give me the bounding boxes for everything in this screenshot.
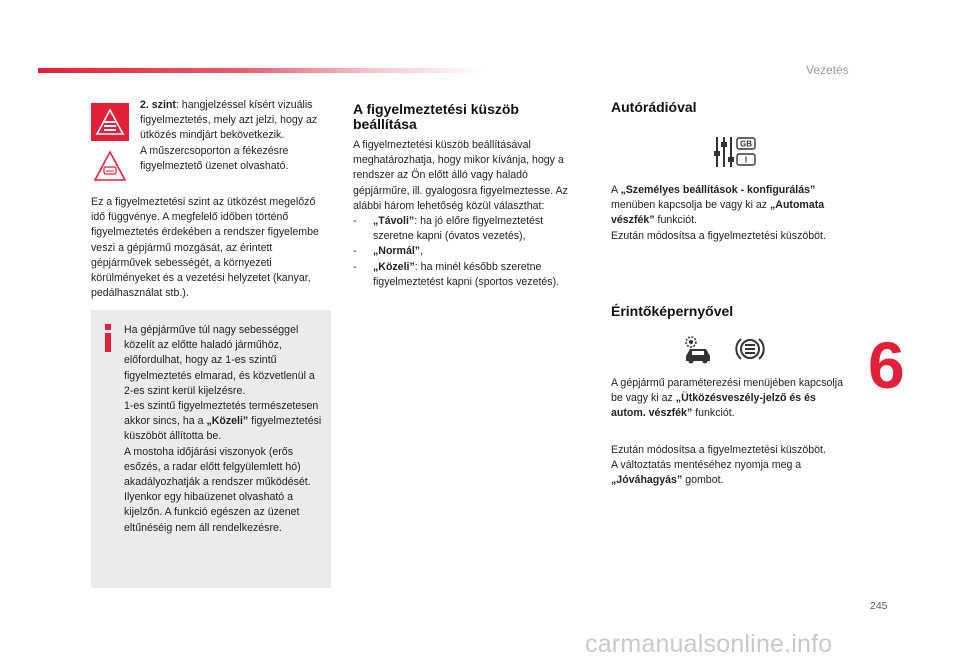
collision-alert-icon <box>734 334 766 364</box>
touchscreen-confirm: Ezután módosítsa a figyelmeztetési küszöböt. A változtatás mentéséhez nyomja meg a „Jóváhagyás” gombot. <box>611 444 826 487</box>
touchscreen-instructions: A gépjármű paraméterezési menüjében kapcsolja be vagy ki az „Ütközésveszély-jelző és és autom. vészfék” funkciót. <box>611 377 844 420</box>
header-accent-bar <box>38 68 486 73</box>
svg-text:GB: GB <box>740 139 752 149</box>
option-normal: - „Normál”, <box>353 245 424 258</box>
threshold-paragraph: Ez a figyelmeztetési szint az ütközést megelőző idő függvénye. A megfelelő időben történő figyelmeztetés érdekében a rendszer figyelembe veszi a gépjármű mozgását, az érintett gépjárművek sebességét, a környezeti körülményeket és a vezetési helyzetet (kanyar, pedálhasználat stb.). <box>91 196 319 300</box>
threshold-options <box>353 214 578 290</box>
info-text: Ha gépjárműve túl nagy sebességgel közelít az előtte haladó járműhöz, előfordulhat, hogy az 1-es szintű figyelmeztetés elmarad, és közvetlenül a 2-es szint kerül kijelzésre. 1-es szintű figyelmeztetés természetesen akkor sincs, ha a „Közeli” figyelmeztetési küszöböt állította be. A mostoha időjárási viszonyok (erős esőzés, a radar előtt felgyülemlett hó) akadályozhatják a rendszer működését. Ilyenkor egy hibaüzenet olvasható a kijelzőn. A funkció egészen az üzenet eltűnéséig nem áll rendelkezésre. <box>124 324 322 534</box>
info-box <box>91 310 331 588</box>
chapter-number: 6 <box>868 328 905 402</box>
vehicle-settings-icon <box>682 334 716 364</box>
watermark: carmanualsonline.info <box>585 630 833 658</box>
radio-settings-icon <box>712 133 756 169</box>
info-icon <box>103 324 113 352</box>
page-number: 245 <box>870 600 888 612</box>
brake-warning-icon <box>93 150 127 182</box>
collision-warning-icon <box>91 103 129 141</box>
threshold-intro: A figyelmeztetési küszöb beállításával meghatározhatja, hogy mikor kívánja, hogy a rendszer az Ön előtt álló vagy haladó gépjárműre, ill. gyalogosra figyelmeztesse. Az alábbi három lehetőség közül választhat: - „Távoli”: ha jó előre figyelmeztetést szeretne kapni (óvatos vezetés), - „Normál”, - „Közeli”: ha minél később szeretne figyelmeztetést kapni (sportos vezetés). <box>353 138 578 290</box>
option-far: - „Távoli”: ha jó előre figyelmeztetést szeretne kapni (óvatos vezetés), <box>353 215 544 243</box>
touchscreen-heading: Érintőképernyővel <box>611 303 734 319</box>
svg-text:I: I <box>744 155 748 165</box>
threshold-heading: A figyelmeztetési küszöb beállítása <box>353 101 519 132</box>
level2-description: 2. szint: hangjelzéssel kísért vizuális figyelmeztetés, mely azt jelzi, hogy az ütközés mindjárt bekövetkezik. A műszercsoporton a fékezésre figyelmeztető üzenet olvasható. <box>140 99 318 172</box>
radio-instructions: A „Személyes beállítások - konfigurálás” menüben kapcsolja be vagy ki az „Automata vészfék” funkciót. Ezután módosítsa a figyelmeztetési küszöböt. <box>611 184 826 242</box>
section-title: Vezetés <box>806 63 849 77</box>
option-near: - „Közeli”: ha minél később szeretne figyelmeztetést kapni (sportos vezetés). <box>353 260 560 288</box>
radio-heading: Autórádióval <box>611 99 697 115</box>
